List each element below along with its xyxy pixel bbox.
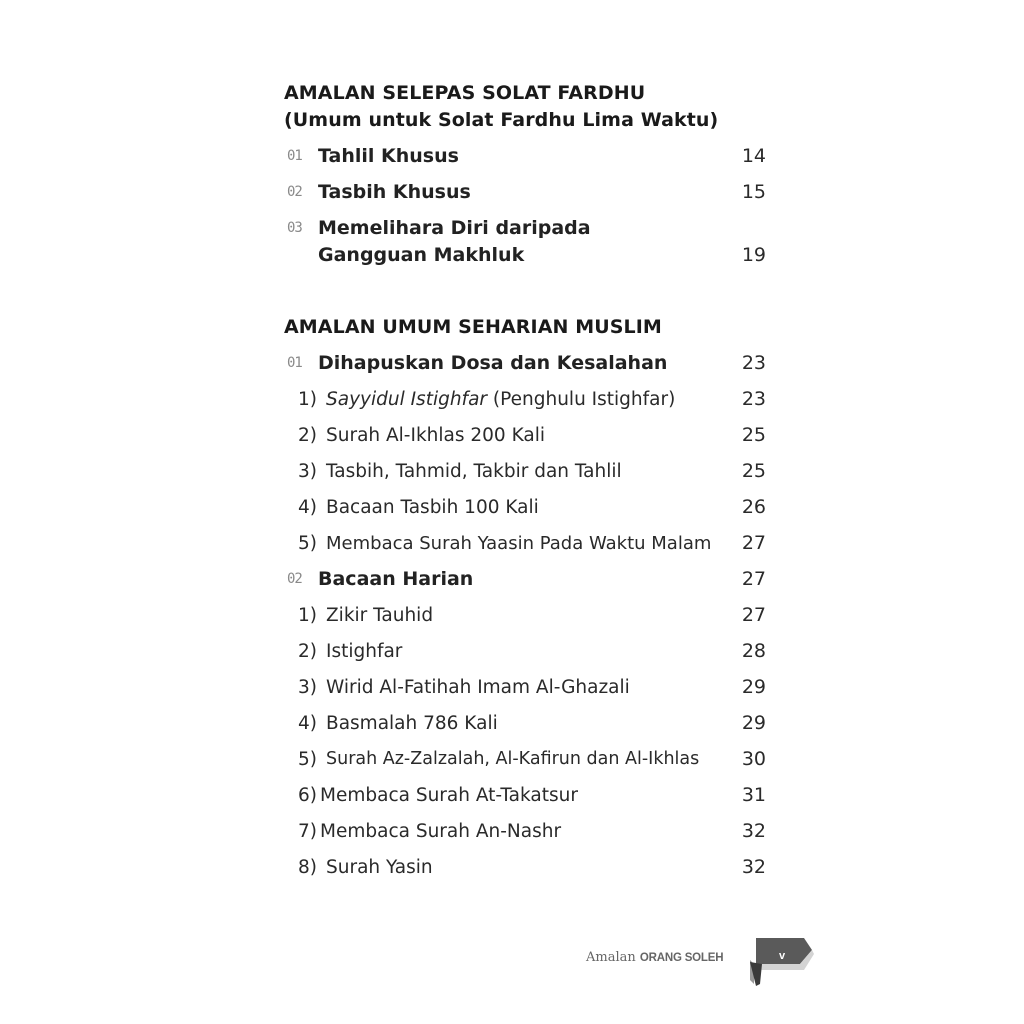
- running-footer-brand: [586, 950, 723, 965]
- entry-page: 14: [741, 145, 766, 167]
- subentry-index: 2): [298, 641, 317, 662]
- brand-serif-word: Amalan: [586, 950, 636, 965]
- subentry-page: 25: [741, 424, 766, 446]
- subentry-title: Membaca Surah An-Nashr: [320, 821, 562, 842]
- section-heading: AMALAN UMUM SEHARIAN MUSLIM: [284, 316, 662, 338]
- subentry-index: 8): [298, 857, 317, 878]
- subentry-page: 31: [741, 784, 766, 806]
- entry-title: Memelihara Diri daripada: [318, 217, 591, 239]
- subentry-title: Membaca Surah At-Takatsur: [320, 785, 578, 806]
- section-heading: AMALAN SELEPAS SOLAT FARDHU: [284, 82, 646, 104]
- entry-number: 01: [287, 148, 302, 164]
- subentry-index: 4): [298, 713, 317, 734]
- subentry-title: [326, 386, 675, 413]
- subentry-index: 6): [298, 785, 317, 806]
- subentry-title: Surah Az-Zalzalah, Al-Kafirun dan Al-Ikhlas: [326, 749, 700, 769]
- entry-page: 27: [741, 568, 766, 590]
- subentry-index: 1): [298, 605, 317, 626]
- subentry-index: 5): [298, 533, 317, 554]
- subentry-page: 23: [741, 388, 766, 410]
- subentry-title: Surah Al-Ikhlas 200 Kali: [326, 425, 545, 446]
- subentry-title: Basmalah 786 Kali: [326, 713, 498, 734]
- entry-title-continued: Gangguan Makhluk: [318, 244, 525, 266]
- entry-number: 02: [287, 571, 302, 587]
- subentry-page: 26: [741, 496, 766, 518]
- subentry-title: Zikir Tauhid: [326, 605, 434, 626]
- subentry-page: 27: [741, 604, 766, 626]
- subentry-page: 29: [741, 676, 766, 698]
- subentry-page: 30: [741, 748, 766, 770]
- subentry-page: 32: [741, 820, 766, 842]
- subentry-page: 27: [741, 532, 766, 554]
- entry-page: 15: [741, 181, 766, 203]
- subentry-page: 32: [741, 856, 766, 878]
- subentry-title: Istighfar: [326, 641, 403, 662]
- subentry-index: 7): [298, 821, 317, 842]
- entry-title: Bacaan Harian: [318, 568, 474, 590]
- subentry-index: 4): [298, 497, 317, 518]
- subentry-page: 25: [741, 460, 766, 482]
- subentry-title-rest: (Penghulu Istighfar): [487, 389, 676, 410]
- subentry-title: Membaca Surah Yaasin Pada Waktu Malam: [326, 533, 712, 554]
- entry-page: 23: [741, 352, 766, 374]
- subentry-title: Tasbih, Tahmid, Takbir dan Tahlil: [326, 461, 622, 482]
- entry-page: 19: [741, 244, 766, 266]
- subentry-title: Surah Yasin: [326, 857, 433, 878]
- entry-title: Tasbih Khusus: [318, 181, 471, 203]
- subentry-index: 3): [298, 461, 317, 482]
- entry-title: Tahlil Khusus: [318, 145, 459, 167]
- subentry-title: Bacaan Tasbih 100 Kali: [326, 497, 539, 518]
- subentry-title: Wirid Al-Fatihah Imam Al-Ghazali: [326, 677, 630, 698]
- brand-caps-words: ORANG SOLEH: [639, 952, 724, 964]
- subentry-index: 2): [298, 425, 317, 446]
- subentry-page: 28: [741, 640, 766, 662]
- section-subheading: (Umum untuk Solat Fardhu Lima Waktu): [284, 109, 719, 131]
- subentry-index: 5): [298, 749, 317, 770]
- subentry-page: 29: [741, 712, 766, 734]
- entry-number: 03: [287, 220, 302, 236]
- entry-title: Dihapuskan Dosa dan Kesalahan: [318, 352, 668, 374]
- subentry-index: 3): [298, 677, 317, 698]
- page-number: v: [778, 950, 786, 962]
- subentry-title-italic: Sayyidul Istighfar: [326, 389, 488, 410]
- entry-number: 01: [287, 355, 302, 371]
- entry-number: 02: [287, 184, 302, 200]
- subentry-index: 1): [298, 389, 317, 410]
